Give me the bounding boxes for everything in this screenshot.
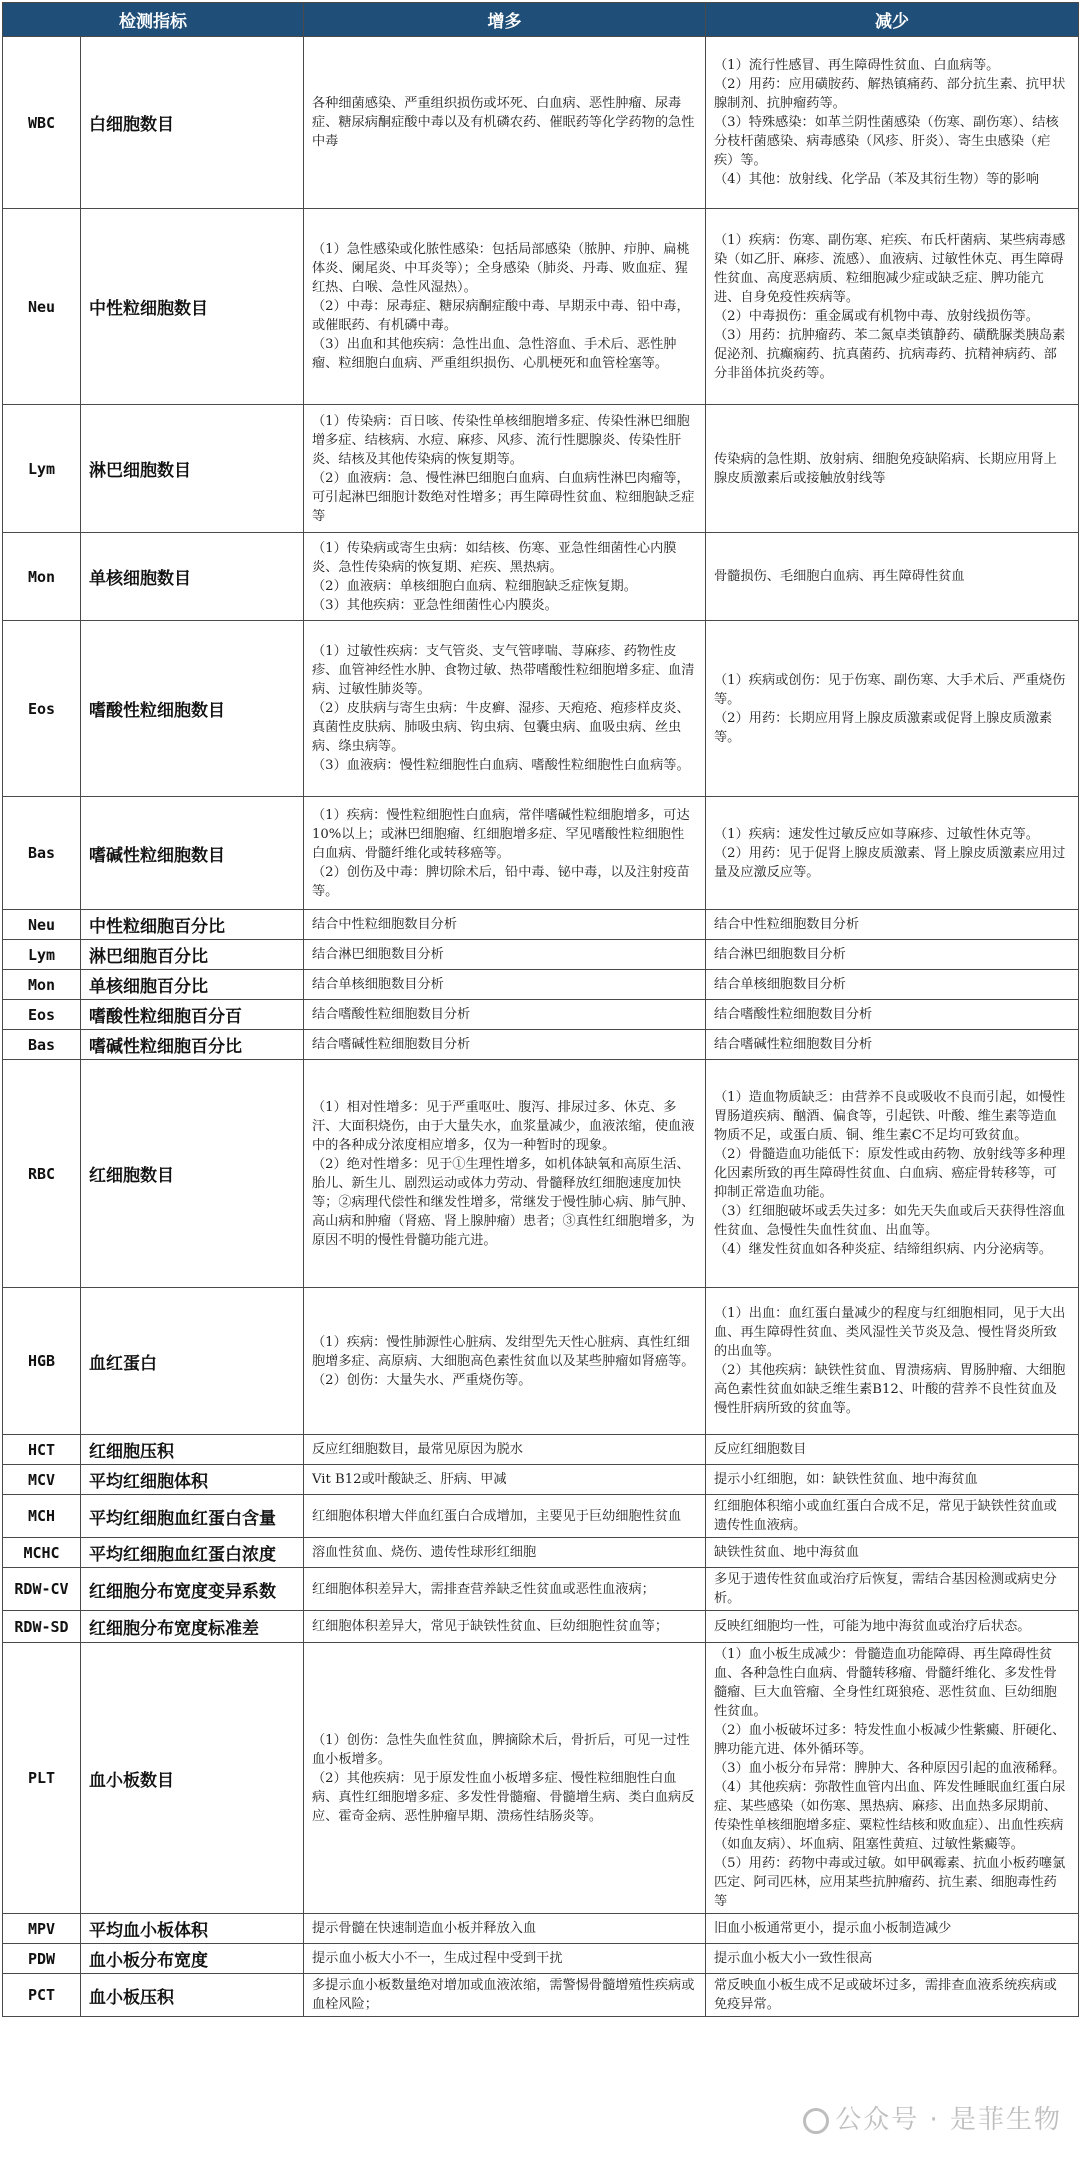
decrease-text: （1）血小板生成减少：骨髓造血功能障碍、再生障碍性贫血、各种急性白血病、骨髓转移瘤、骨髓纤维化、多发性骨髓瘤、巨大血管瘤、全身性红斑狼疮、恶性贫血、巨幼细胞性贫血。: [714, 1647, 1057, 1719]
table-row: [3, 1435, 1079, 1465]
decrease-text: 结合中性粒细胞数目分析: [714, 917, 860, 932]
decrease-cell: [706, 1000, 1079, 1030]
decrease-text: （1）出血：血红蛋白量减少的程度与红细胞相同，见于大出血、再生障碍性贫血、类风湿性关节炎及急、慢性肾炎所致的出血等。: [714, 1306, 1066, 1359]
decrease-text: （2）用药：见于促肾上腺皮质激素、肾上腺皮质激素应用过量及应激反应等。: [714, 845, 1066, 880]
increase-cell: [304, 1974, 706, 2017]
table-row: [3, 1914, 1079, 1944]
increase-text: （2）血液病：单核细胞白血病、粒细胞缺乏症恢复期。: [312, 578, 637, 594]
indicator-name: 嗜酸性粒细胞百分百: [81, 1000, 304, 1030]
indicator-name: 平均血小板体积: [81, 1914, 304, 1944]
decrease-text: （2）骨髓造血功能低下：原发性或由药物、放射线等多种理化因素所致的再生障碍性贫血、白血病、癌症骨转移等，可抑制正常造血功能。: [714, 1147, 1066, 1200]
decrease-cell: [706, 405, 1079, 533]
indicator-name: 嗜碱性粒细胞百分比: [81, 1030, 304, 1060]
decrease-text: （1）造血物质缺乏：由营养不良或吸收不良而引起，如慢性胃肠道疾病、酗酒、偏食等，引起铁、叶酸、维生素等造血物质不足，或蛋白质、铜、维生素C不足均可致贫血。: [714, 1090, 1066, 1143]
decrease-text: （3）红细胞破坏或丢失过多：如先天失血或后天获得性溶血性贫血、急慢性失血性贫血、出血等。: [714, 1204, 1066, 1238]
decrease-cell: [706, 1495, 1079, 1538]
increase-text: （1）急性感染或化脓性感染：包括局部感染（脓肿、疖肿、扁桃体炎、阑尾炎、中耳炎等）；全身感染（肺炎、丹毒、败血症、猩红热、白喉、急性风湿热）。: [312, 242, 690, 295]
indicator-code: MCH: [3, 1495, 81, 1538]
decrease-cell: [706, 1974, 1079, 2017]
decrease-text: （4）继发性贫血如各种炎症、结缔组织病、内分泌病等。: [714, 1242, 1053, 1257]
decrease-cell: [706, 209, 1079, 405]
indicator-code: PLT: [3, 1643, 81, 1914]
decrease-text: （3）血小板分布异常：脾肿大、各种原因引起的血液稀释。: [714, 1761, 1066, 1776]
table-row: [3, 37, 1079, 209]
indicator-name: 淋巴细胞百分比: [81, 940, 304, 970]
indicator-name: 中性粒细胞数目: [81, 209, 304, 405]
indicator-name: 血小板压积: [81, 1974, 304, 2017]
blood-test-table: [2, 2, 1079, 2017]
increase-cell: [304, 405, 706, 533]
indicator-name: 平均红细胞体积: [81, 1465, 304, 1495]
increase-text: 多提示血小板数量绝对增加或血液浓缩，需警惕骨髓增殖性疾病或血栓风险；: [312, 1978, 695, 2012]
decrease-text: 红细胞体积缩小或血红蛋白合成不足，常见于缺铁性贫血或遗传性血液病。: [714, 1499, 1057, 1533]
increase-text: 各种细菌感染、严重组织损伤或坏死、白血病、恶性肿瘤、尿毒症、糖尿病酮症酸中毒以及有机磷农药、催眠药等化学药物的急性中毒: [312, 96, 695, 149]
decrease-text: （1）疾病：速发性过敏反应如荨麻疹、过敏性休克等。: [714, 826, 1039, 842]
decrease-text: 常反映血小板生成不足或破坏过多，需排查血液系统疾病或免疫异常。: [714, 1978, 1057, 2012]
indicator-code: Lym: [3, 405, 81, 533]
decrease-cell: [706, 1288, 1079, 1435]
decrease-cell: [706, 533, 1079, 621]
increase-text: 红细胞体积增大伴血红蛋白合成增加，主要见于巨幼细胞性贫血: [312, 1508, 682, 1524]
table-row: [3, 621, 1079, 797]
header-increase: 增多: [304, 3, 706, 37]
increase-text: 红细胞体积差异大，需排查营养缺乏性贫血或恶性血液病；: [312, 1581, 655, 1597]
increase-cell: [304, 970, 706, 1000]
increase-text: （2）皮肤病与寄生虫病：牛皮癣、湿疹、天疱疮、疱疹样皮炎、真菌性皮肤病、肺吸虫病、钩虫病、包囊虫病、血吸虫病、丝虫病、绦虫病等。: [312, 701, 690, 754]
increase-text: 反应红细胞数目，最常见原因为脱水: [312, 1442, 523, 1457]
increase-cell: [304, 1495, 706, 1538]
increase-text: （1）传染病或寄生虫病：如结核、伤寒、亚急性细菌性心内膜炎、急性传染病的恢复期、疟疾、黑热病。: [312, 540, 677, 575]
table-row: [3, 1538, 1079, 1568]
indicator-name: 中性粒细胞百分比: [81, 910, 304, 940]
indicator-code: RDW-CV: [3, 1568, 81, 1611]
increase-cell: [304, 1435, 706, 1465]
indicator-code: Mon: [3, 970, 81, 1000]
increase-text: （1）相对性增多：见于严重呕吐、腹泻、排尿过多、休克、多汗、大面积烧伤，由于大量失水，血浆量减少，血液浓缩，使血液中的各种成分浓度相应增多，仅为一种暂时的现象。: [312, 1099, 695, 1153]
wechat-icon: [803, 2108, 829, 2134]
indicator-code: RDW-SD: [3, 1611, 81, 1643]
decrease-text: 反映红细胞均一性，可能为地中海贫血或治疗后状态。: [714, 1619, 1031, 1634]
increase-text: （2）中毒：尿毒症、糖尿病酮症酸中毒、早期汞中毒、铅中毒，或催眠药、有机磷中毒。: [312, 299, 690, 333]
indicator-name: 平均红细胞血红蛋白浓度: [81, 1538, 304, 1568]
indicator-name: 血小板数目: [81, 1643, 304, 1914]
increase-text: 提示血小板大小不一，生成过程中受到干扰: [312, 1951, 563, 1966]
increase-cell: [304, 940, 706, 970]
increase-cell: [304, 621, 706, 797]
increase-text: 提示骨髓在快速制造血小板并释放入血: [312, 1921, 537, 1936]
decrease-cell: [706, 1030, 1079, 1060]
table-row: [3, 1944, 1079, 1974]
table-row: [3, 910, 1079, 940]
increase-cell: [304, 1611, 706, 1643]
table-row: [3, 1611, 1079, 1643]
indicator-code: HGB: [3, 1288, 81, 1435]
decrease-text: （4）其他：放射线、化学品（苯及其衍生物）等的影响: [714, 172, 1039, 187]
table-row: [3, 209, 1079, 405]
decrease-text: 结合嗜碱性粒细胞数目分析: [714, 1037, 873, 1052]
indicator-code: Neu: [3, 209, 81, 405]
decrease-text: （3）用药：抗肿瘤药、苯二氮卓类镇静药、磺酰脲类胰岛素促泌剂、抗癫痫药、抗真菌药、抗病毒药、抗精神病药、部分非甾体抗炎药等。: [714, 327, 1066, 381]
indicator-name: 单核细胞数目: [81, 533, 304, 621]
increase-text: （3）其他疾病：亚急性细菌性心内膜炎。: [312, 597, 558, 613]
decrease-text: 多见于遗传性贫血或治疗后恢复，需结合基因检测或病史分析。: [714, 1572, 1057, 1606]
increase-text: （1）传染病：百日咳、传染性单核细胞增多症、传染性淋巴细胞增多症、结核病、水痘、麻疹、风疹、流行性腮腺炎、传染性肝炎、结核及其他传染病的恢复期等。: [312, 413, 690, 467]
table-row: [3, 1568, 1079, 1611]
increase-text: 结合嗜酸性粒细胞数目分析: [312, 1007, 471, 1022]
increase-cell: [304, 797, 706, 910]
watermark-text: 公众号 · 是菲生物: [835, 2105, 1062, 2135]
indicator-name: 嗜碱性粒细胞数目: [81, 797, 304, 910]
increase-text: Vit B12或叶酸缺乏、肝病、甲减: [312, 1472, 507, 1487]
increase-cell: [304, 1030, 706, 1060]
decrease-cell: [706, 970, 1079, 1000]
decrease-text: 骨髓损伤、毛细胞白血病、再生障碍性贫血: [714, 569, 965, 584]
header-indicator: 检测指标: [3, 3, 304, 37]
increase-text: （2）创伤：大量失水、严重烧伤等。: [312, 1372, 532, 1388]
indicator-name: 白细胞数目: [81, 37, 304, 209]
decrease-text: 结合嗜酸性粒细胞数目分析: [714, 1007, 873, 1022]
table-row: [3, 1060, 1079, 1288]
indicator-code: MCV: [3, 1465, 81, 1495]
increase-cell: [304, 1538, 706, 1568]
table-row: [3, 405, 1079, 533]
indicator-code: MPV: [3, 1914, 81, 1944]
decrease-cell: [706, 1643, 1079, 1914]
indicator-name: 平均红细胞血红蛋白含量: [81, 1495, 304, 1538]
indicator-code: Mon: [3, 533, 81, 621]
increase-cell: [304, 1914, 706, 1944]
table-row: [3, 940, 1079, 970]
table-row: [3, 1288, 1079, 1435]
decrease-text: 旧血小板通常更小，提示血小板制造减少: [714, 1921, 952, 1936]
increase-cell: [304, 1000, 706, 1030]
decrease-text: （1）疾病或创伤：见于伤寒、副伤寒、大手术后、严重烧伤等。: [714, 672, 1066, 707]
decrease-text: （3）特殊感染：如革兰阴性菌感染（伤寒、副伤寒）、结核分枝杆菌感染、病毒感染（风疹、肝炎）、寄生虫感染（疟疾）等。: [714, 115, 1059, 168]
increase-text: （1）疾病：慢性肺源性心脏病、发绀型先天性心脏病、真性红细胞增多症、高原病、大细胞高色素性贫血以及某些肿瘤如肾癌等。: [312, 1334, 695, 1369]
increase-cell: [304, 1465, 706, 1495]
decrease-text: 反应红细胞数目: [714, 1442, 807, 1457]
decrease-cell: [706, 1538, 1079, 1568]
header-decrease: 减少: [706, 3, 1079, 37]
increase-cell: [304, 910, 706, 940]
indicator-code: HCT: [3, 1435, 81, 1465]
indicator-name: 血红蛋白: [81, 1288, 304, 1435]
decrease-cell: [706, 1060, 1079, 1288]
indicator-name: 血小板分布宽度: [81, 1944, 304, 1974]
decrease-text: 结合单核细胞数目分析: [714, 977, 846, 992]
decrease-cell: [706, 1611, 1079, 1643]
increase-text: （1）创伤：急性失血性贫血，脾摘除术后，骨折后，可见一过性血小板增多。: [312, 1732, 690, 1767]
indicator-code: Lym: [3, 940, 81, 970]
increase-cell: [304, 1288, 706, 1435]
indicator-name: 红细胞数目: [81, 1060, 304, 1288]
decrease-cell: [706, 1568, 1079, 1611]
decrease-cell: [706, 621, 1079, 797]
table-row: [3, 533, 1079, 621]
decrease-cell: [706, 940, 1079, 970]
table-row: [3, 1643, 1079, 1914]
table-header-row: [3, 3, 1079, 37]
indicator-name: 单核细胞百分比: [81, 970, 304, 1000]
increase-text: （1）过敏性疾病：支气管炎、支气管哮喘、荨麻疹、药物性皮疹、血管神经性水肿、食物过敏、热带嗜酸性粒细胞增多症、血清病、过敏性肺炎等。: [312, 644, 695, 697]
increase-cell: [304, 1568, 706, 1611]
increase-text: （2）其他疾病：见于原发性血小板增多症、慢性粒细胞性白血病、真性红细胞增多症、多发性骨髓瘤、骨髓增生病、类白血病反应、霍奇金病、恶性肿瘤早期、溃疡性结肠炎等。: [312, 1770, 695, 1824]
decrease-text: （1）疾病：伤寒、副伤寒、疟疾、布氏杆菌病、某些病毒感染（如乙肝、麻疹、流感）、血液病、过敏性休克、再生障碍性贫血、高度恶病质、粒细胞减少症或缺乏症、脾功能亢进、自身免疫性疾病等。: [714, 232, 1066, 305]
table-row: [3, 970, 1079, 1000]
indicator-code: Eos: [3, 621, 81, 797]
table-row: [3, 1495, 1079, 1538]
decrease-cell: [706, 1914, 1079, 1944]
increase-text: 结合嗜碱性粒细胞数目分析: [312, 1037, 471, 1052]
decrease-cell: [706, 37, 1079, 209]
increase-text: 红细胞体积差异大，常见于缺铁性贫血、巨幼细胞性贫血等；: [312, 1619, 669, 1634]
decrease-cell: [706, 910, 1079, 940]
table-row: [3, 1030, 1079, 1060]
indicator-name: 红细胞压积: [81, 1435, 304, 1465]
indicator-name: 红细胞分布宽度标准差: [81, 1611, 304, 1643]
table-row: [3, 1000, 1079, 1030]
decrease-text: （2）用药：长期应用肾上腺皮质激素或促肾上腺皮质激素等。: [714, 710, 1053, 745]
increase-text: 结合单核细胞数目分析: [312, 977, 444, 992]
indicator-code: PDW: [3, 1944, 81, 1974]
increase-cell: [304, 37, 706, 209]
increase-cell: [304, 1944, 706, 1974]
table-row: [3, 1465, 1079, 1495]
decrease-text: （2）其他疾病：缺铁性贫血、胃溃疡病、胃肠肿瘤、大细胞高色素性贫血如缺乏维生素B12、叶酸的营养不良性贫血及慢性肝病所致的贫血等。: [714, 1363, 1066, 1416]
table-body: [3, 37, 1079, 2017]
increase-text: （3）血液病：慢性粒细胞性白血病、嗜酸性粒细胞性白血病等。: [312, 758, 690, 773]
indicator-code: MCHC: [3, 1538, 81, 1568]
indicator-code: PCT: [3, 1974, 81, 2017]
increase-cell: [304, 209, 706, 405]
increase-text: 溶血性贫血、烧伤、遗传性球形红细胞: [312, 1545, 537, 1560]
decrease-cell: [706, 797, 1079, 910]
increase-cell: [304, 1643, 706, 1914]
increase-text: （3）出血和其他疾病：急性出血、急性溶血、手术后、恶性肿瘤、粒细胞白血病、严重组织损伤、心肌梗死和血管栓塞等。: [312, 337, 677, 371]
decrease-cell: [706, 1435, 1079, 1465]
decrease-text: 传染病的急性期、放射病、细胞免疫缺陷病、长期应用肾上腺皮质激素后或接触放射线等: [714, 451, 1057, 486]
decrease-text: （1）流行性感冒、再生障碍性贫血、白血病等。: [714, 58, 1000, 73]
decrease-text: （2）用药：应用磺胺药、解热镇痛药、部分抗生素、抗甲状腺制剂、抗肿瘤药等。: [714, 77, 1066, 111]
increase-cell: [304, 1060, 706, 1288]
indicator-code: Eos: [3, 1000, 81, 1030]
decrease-text: 缺铁性贫血、地中海贫血: [714, 1545, 860, 1560]
decrease-text: 提示小红细胞，如：缺铁性贫血、地中海贫血: [714, 1472, 978, 1487]
indicator-name: 红细胞分布宽度变异系数: [81, 1568, 304, 1611]
decrease-text: （4）其他疾病：弥散性血管内出血、阵发性睡眠血红蛋白尿症、某些感染（如伤寒、黑热病、麻疹、出血热多尿期前、传染性单核细胞增多症、粟粒性结核和败血症）、出血性疾病（如血友病）、坏血病、阻塞性黄疸、过敏性紫癜等。: [714, 1780, 1066, 1852]
decrease-text: 结合淋巴细胞数目分析: [714, 947, 846, 962]
increase-text: （2）血液病：急、慢性淋巴细胞白血病、白血病性淋巴肉瘤等，可引起淋巴细胞计数绝对性增多；再生障碍性贫血、粒细胞缺乏症等: [312, 470, 695, 524]
decrease-text: 提示血小板大小一致性很高: [714, 1951, 873, 1966]
watermark: [803, 2099, 1062, 2136]
increase-text: 结合中性粒细胞数目分析: [312, 917, 458, 932]
increase-text: （1）疾病：慢性粒细胞性白血病，常伴嗜碱性粒细胞增多，可达10%以上；或淋巴细胞瘤、红细胞增多症、罕见嗜酸性粒细胞性白血病、骨髓纤维化或转移癌等。: [312, 807, 690, 861]
increase-text: （2）创伤及中毒：脾切除术后，铅中毒、铋中毒，以及注射疫苗等。: [312, 864, 690, 899]
decrease-cell: [706, 1465, 1079, 1495]
decrease-text: （2）中毒损伤：重金属或有机物中毒、放射线损伤等。: [714, 308, 1039, 324]
indicator-code: RBC: [3, 1060, 81, 1288]
indicator-code: Bas: [3, 797, 81, 910]
table-row: [3, 797, 1079, 910]
indicator-name: 淋巴细胞数目: [81, 405, 304, 533]
decrease-cell: [706, 1944, 1079, 1974]
indicator-code: Neu: [3, 910, 81, 940]
indicator-code: Bas: [3, 1030, 81, 1060]
increase-text: （2）绝对性增多：见于①生理性增多，如机体缺氧和高原生活、胎儿、新生儿、剧烈运动或体力劳动、骨髓释放红细胞速度加快等；②病理代偿性和继发性增多，常继发于慢性肺心病、肺气肿、高山病和肿瘤（肾癌、肾上腺肿瘤）患者；③真性红细胞增多，为原因不明的慢性骨髓功能亢进。: [312, 1156, 695, 1248]
decrease-text: （5）用药：药物中毒或过敏。如甲砜霉素、抗血小板药噻氯匹定、阿司匹林，应用某些抗肿瘤药、抗生素、细胞毒性药等: [714, 1856, 1066, 1909]
table-row: [3, 1974, 1079, 2017]
indicator-name: 嗜酸性粒细胞数目: [81, 621, 304, 797]
increase-text: 结合淋巴细胞数目分析: [312, 947, 444, 962]
indicator-code: WBC: [3, 37, 81, 209]
increase-cell: [304, 533, 706, 621]
decrease-text: （2）血小板破坏过多：特发性血小板减少性紫癜、肝硬化、脾功能亢进、体外循环等。: [714, 1723, 1066, 1757]
